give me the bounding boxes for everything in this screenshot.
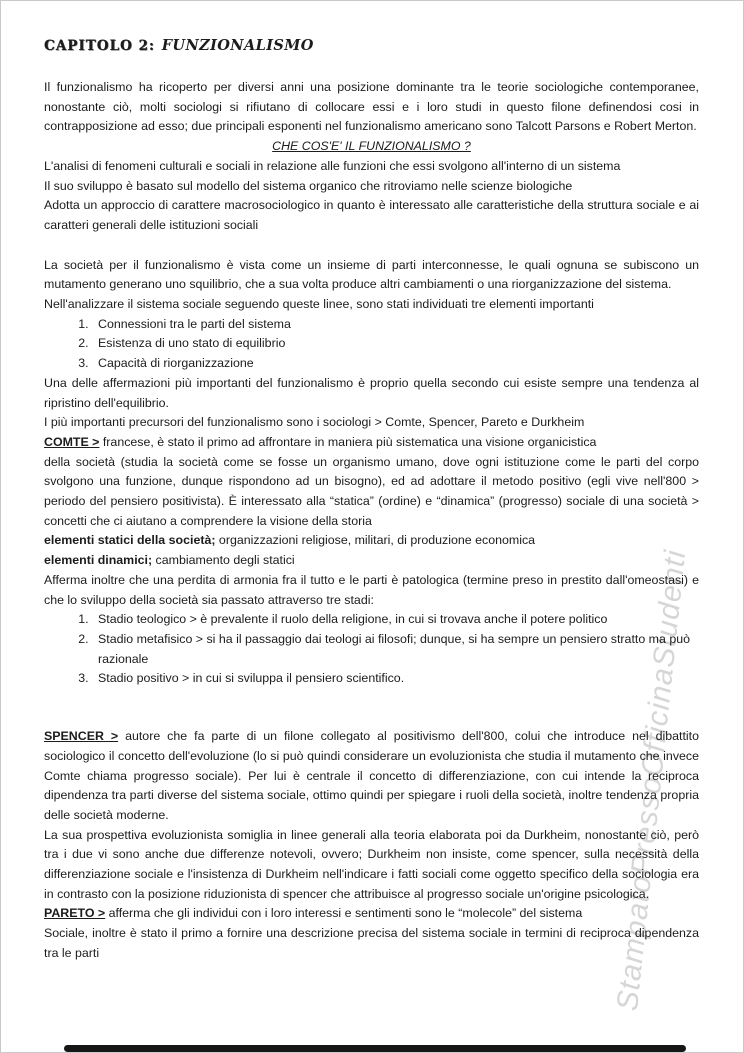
list-item: 3. Stadio positivo > in cui si sviluppa il pensiero scientifico. (92, 669, 699, 689)
comte-line1-text: francese, è stato il primo ad affrontare in maniera più sistematica una visione organicistica (99, 434, 597, 449)
chapter-title-prefix: CAPITOLO 2: (44, 38, 155, 54)
comte-intro-line (44, 433, 699, 453)
pareto-line1-text: afferma che gli individui con i loro interessi e sentimenti sono le “molecole” del sistema (105, 906, 583, 921)
society-paragraph-3: Una delle affermazioni più importanti del funzionalismo è proprio quella secondo cui esiste sempre una tendenza al ripristino dell'equilibrio. (44, 375, 699, 410)
chapter-title-main: FUNZIONALISMO (161, 37, 314, 54)
spencer-paragraph-2: La sua prospettiva evoluzionista somiglia in linee generali alla teoria elaborata poi da Durkheim, nonostante ciò, però tra i due vi sono anche due differenze notevoli, ovvero; Durkheim non insiste, come spencer, sulla necessità della differenziazione sociale e l'insistenza di Durkheim nell'indicare i fatti sociali come oggetto specifico della sociologia era in contrasto con la posizione riduzionista di spencer che attribuisce al progresso sociale un'origine psicologica. (44, 827, 699, 901)
system-elements-list (44, 315, 699, 374)
pareto-paragraph-2: Sociale, inoltre è stato il primo a fornire una descrizione precisa del sistema sociale in termini di reciproca dipendenza tra le parti (44, 926, 699, 960)
society-paragraph-4: I più importanti precursori del funzionalismo sono i sociologi > Comte, Spencer, Pareto e Durkheim (44, 415, 585, 430)
static-elements-text: organizzazioni religiose, militari, di produzione economica (215, 533, 536, 548)
comte-static-elements (44, 531, 699, 551)
society-paragraph-1: La società per il funzionalismo è vista come un insieme di parti interconnesse, le quali ognuna se subiscono un mutamento generano uno squilibrio, che a sua volta produce altri cambiamenti o una riorganizzazione del sistema. (44, 257, 699, 292)
list-item: 2. Stadio metafisico > si ha il passaggio dai teologi ai filosofi; dunque, si ha sempre un pensiero stratto ma può razionale (92, 630, 699, 669)
list-item: 1. Connessioni tra le parti del sistema (92, 315, 699, 335)
list-item: 3. Capacità di riorganizzazione (92, 354, 699, 374)
comte-body: della società (studia la società come se fosse un organismo umano, dove ogni istituzione come le parti del corpo svolgono una funzione, dunque rispondono ad un bisogno), ed ad adottare il metodo positivo (egli vive nell'800 > periodo del pensiero positivista). È interessato alla “statica” (ordine) e “dinamica” (progresso) sociale di una società > concetti che ci aiutano a comprendere la visione della storia (44, 454, 699, 528)
spencer-label: SPENCER > (44, 729, 119, 744)
dynamic-elements-text: cambiamento degli statici (152, 553, 295, 568)
intro-paragraph: Il funzionalismo ha ricoperto per diversi anni una posizione dominante tra le teorie sociologiche contemporanee, nonostante ciò, molti sociologi si rifiutano di collocare essi e i loro studi in questo filone definendosi cosi in contrapposizione ad esso; due principali esponenti nel funzionalismo americano sono Talcott Parsons e Robert Merton. (44, 80, 699, 134)
list-item: 1. Stadio teologico > è prevalente il ruolo della religione, in cui si trovava anche il potere politico (92, 610, 699, 630)
pareto-intro-line (44, 904, 699, 924)
dynamic-elements-label: elementi dinamici; (44, 553, 153, 568)
what-is-line-1: L'analisi di fenomeni culturali e sociali in relazione alle funzioni che essi svolgono all'interno di un sistema (44, 158, 621, 173)
document-content (1, 1, 743, 964)
comte-label: COMTE > (44, 434, 100, 449)
static-elements-label: elementi statici della società; (44, 533, 216, 548)
pareto-label: PARETO > (44, 906, 106, 921)
list-item: 2. Esistenza di uno stato di equilibrio (92, 334, 699, 354)
comte-dynamic-elements (44, 551, 699, 571)
comte-stages-list (44, 610, 699, 689)
society-paragraph-2: Nell'analizzare il sistema sociale seguendo queste linee, sono stati individuati tre elementi importanti (44, 297, 594, 312)
comte-paragraph-2: Afferma inoltre che una perdita di armonia fra il tutto e le parti è patologica (termine preso in prestito dall'omeostasi) e che lo sviluppo della società sia passato attraverso tre stadi: (44, 572, 699, 607)
section-heading-what-is: CHE COS'E' IL FUNZIONALISMO ? (272, 139, 471, 154)
chapter-title (44, 35, 699, 54)
spencer-paragraph-1 (44, 727, 699, 826)
what-is-line-2: Il suo sviluppo è basato sul modello del sistema organico che ritroviamo nelle scienze biologiche (44, 178, 573, 193)
horizontal-scrollbar[interactable] (64, 1045, 686, 1052)
what-is-line-3: Adotta un approccio di carattere macrosociologico in quanto è interessato alle caratteristiche della struttura sociale e ai caratteri generali delle istituzioni sociali (44, 198, 699, 232)
watermark-text: StampatoPressoOfficinaStudenti (611, 547, 693, 1013)
spencer-body-text: autore che fa parte di un filone collegato al positivismo dell'800, colui che introduce nel dibattito sociologico il concetto dell'evoluzione (lo si può quindi considerare un evoluzionista che studia il mutamento che invece Comte chiama progresso sociale). Per lui è centrale il concetto di differenziazione, con cui intende la reciproca dipendenza tra parti diverse del sistema sociale, ottimo quindi per spiegare i ruoli della società, inoltre tendenza propria delle società moderne. (44, 729, 699, 822)
